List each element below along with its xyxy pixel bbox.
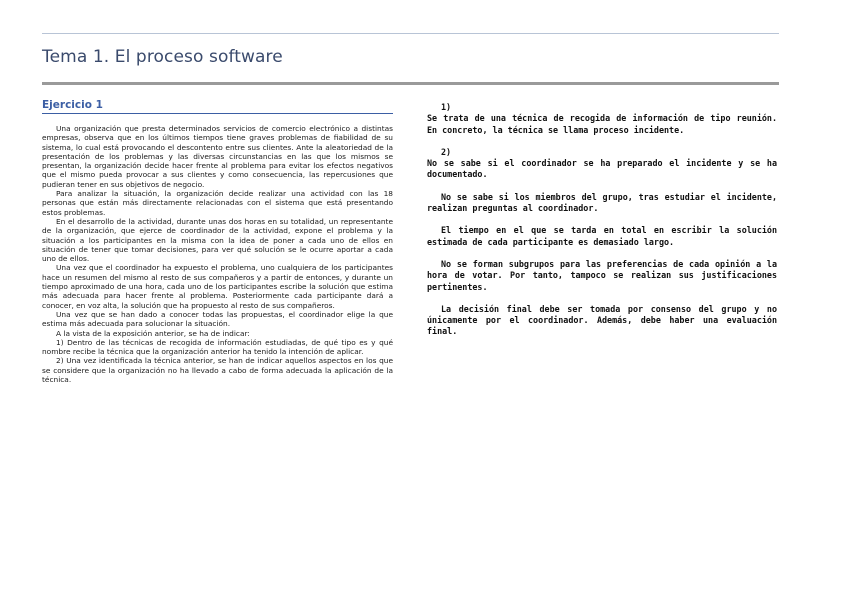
- page-title: Tema 1. El proceso software: [42, 47, 283, 67]
- question-2-statement: 2) Una vez identificada la técnica anterior, se han de indicar aquellos aspectos en los que se considere que la organización no ha llevado a cabo de forma adecuada la aplicación de la técnica.: [42, 356, 393, 385]
- answer-2-point: [427, 147, 777, 181]
- statement-paragraph: En el desarrollo de la actividad, durante unas dos horas en su totalidad, un representante de la organización, que ejerce de coordinador de la actividad, expone el problema y la situación a los participantes en la misma con la idea de poner a cada uno de ellos en situación de tener que tomar decisiones, para ver qué solución se le ocurre aportar a cada uno de ellos.: [42, 216, 393, 264]
- statement-paragraph: Una organización que presta determinados servicios de comercio electrónico a distintas empresas, observa que en los últimos tiempos tiene graves problemas de fiabilidad de su sistema, lo cual está provocando el descontento entre sus clientes. Ante la aleatoriedad de la presentación de los problemas y las diversas circunstancias en las que los mismos se presentan, la organización decide hacer frente al problema para evitar los efectos negativos que el mismo pueda provocar a sus clientes y como consecuencia, las repercusiones que pudieran tener en sus objetivos de negocio.: [42, 124, 393, 189]
- answers-column: [427, 102, 777, 349]
- exercise-statement-column: [42, 99, 393, 384]
- statement-paragraph: Para analizar la situación, la organización decide realizar una actividad con las 18 personas que están más directamente relacionadas con el sistema que está presentando estos problemas.: [42, 189, 393, 217]
- exercise-statement: [42, 124, 393, 384]
- answer-2-point: La decisión final debe ser tomada por consenso del grupo y no únicamente por el coordinador. Además, debe haber una evaluación final.: [427, 303, 777, 337]
- header-top-rule: [42, 33, 779, 34]
- statement-paragraph: Una vez que se han dado a conocer todas las propuestas, el coordinador elige la que estima más adecuada para solucionar la situación.: [42, 309, 393, 329]
- answer-2-label: 2): [441, 146, 452, 157]
- statement-paragraph: Una vez que el coordinador ha expuesto el problema, uno cualquiera de los participantes hace un resumen del mismo al resto de sus compañeros y a partir de entonces, y durante un tiempo aproximado de una hora, cada uno de los participantes escribe la solución que estima más adecuada para hacer frente al problema. Posteriormente cada participante dará a conocer, en voz alta, la solución que ha propuesto al resto de sus compañeros.: [42, 263, 393, 310]
- answer-2-point-text: No se sabe si el coordinador se ha preparado el incidente y se ha documentado.: [427, 158, 777, 180]
- section-heading: Ejercicio 1: [42, 99, 393, 114]
- question-1-statement: 1) Dentro de las técnicas de recogida de información estudiadas, de qué tipo es y qué nombre recibe la técnica que la organización anterior ha tenido la intención de aplicar.: [42, 337, 393, 357]
- answer-2-point: No se sabe si los miembros del grupo, tras estudiar el incidente, realizan preguntas al coordinador.: [427, 191, 777, 214]
- answer-1-label: 1): [441, 102, 452, 112]
- statement-paragraph: A la vista de la exposición anterior, se ha de indicar:: [56, 328, 250, 338]
- title-divider: [42, 82, 779, 85]
- answer-2-point: No se forman subgrupos para las preferencias de cada opinión a la hora de votar. Por tanto, tampoco se realizan sus justificaciones pertinentes.: [427, 258, 777, 292]
- answer-2-point: El tiempo en el que se tarda en total en escribir la solución estimada de cada participante es demasiado largo.: [427, 225, 777, 247]
- answer-1: [427, 102, 777, 136]
- answer-1-text: Se trata de una técnica de recogida de información de tipo reunión. En concreto, la técnica se llama proceso incidente.: [427, 113, 777, 135]
